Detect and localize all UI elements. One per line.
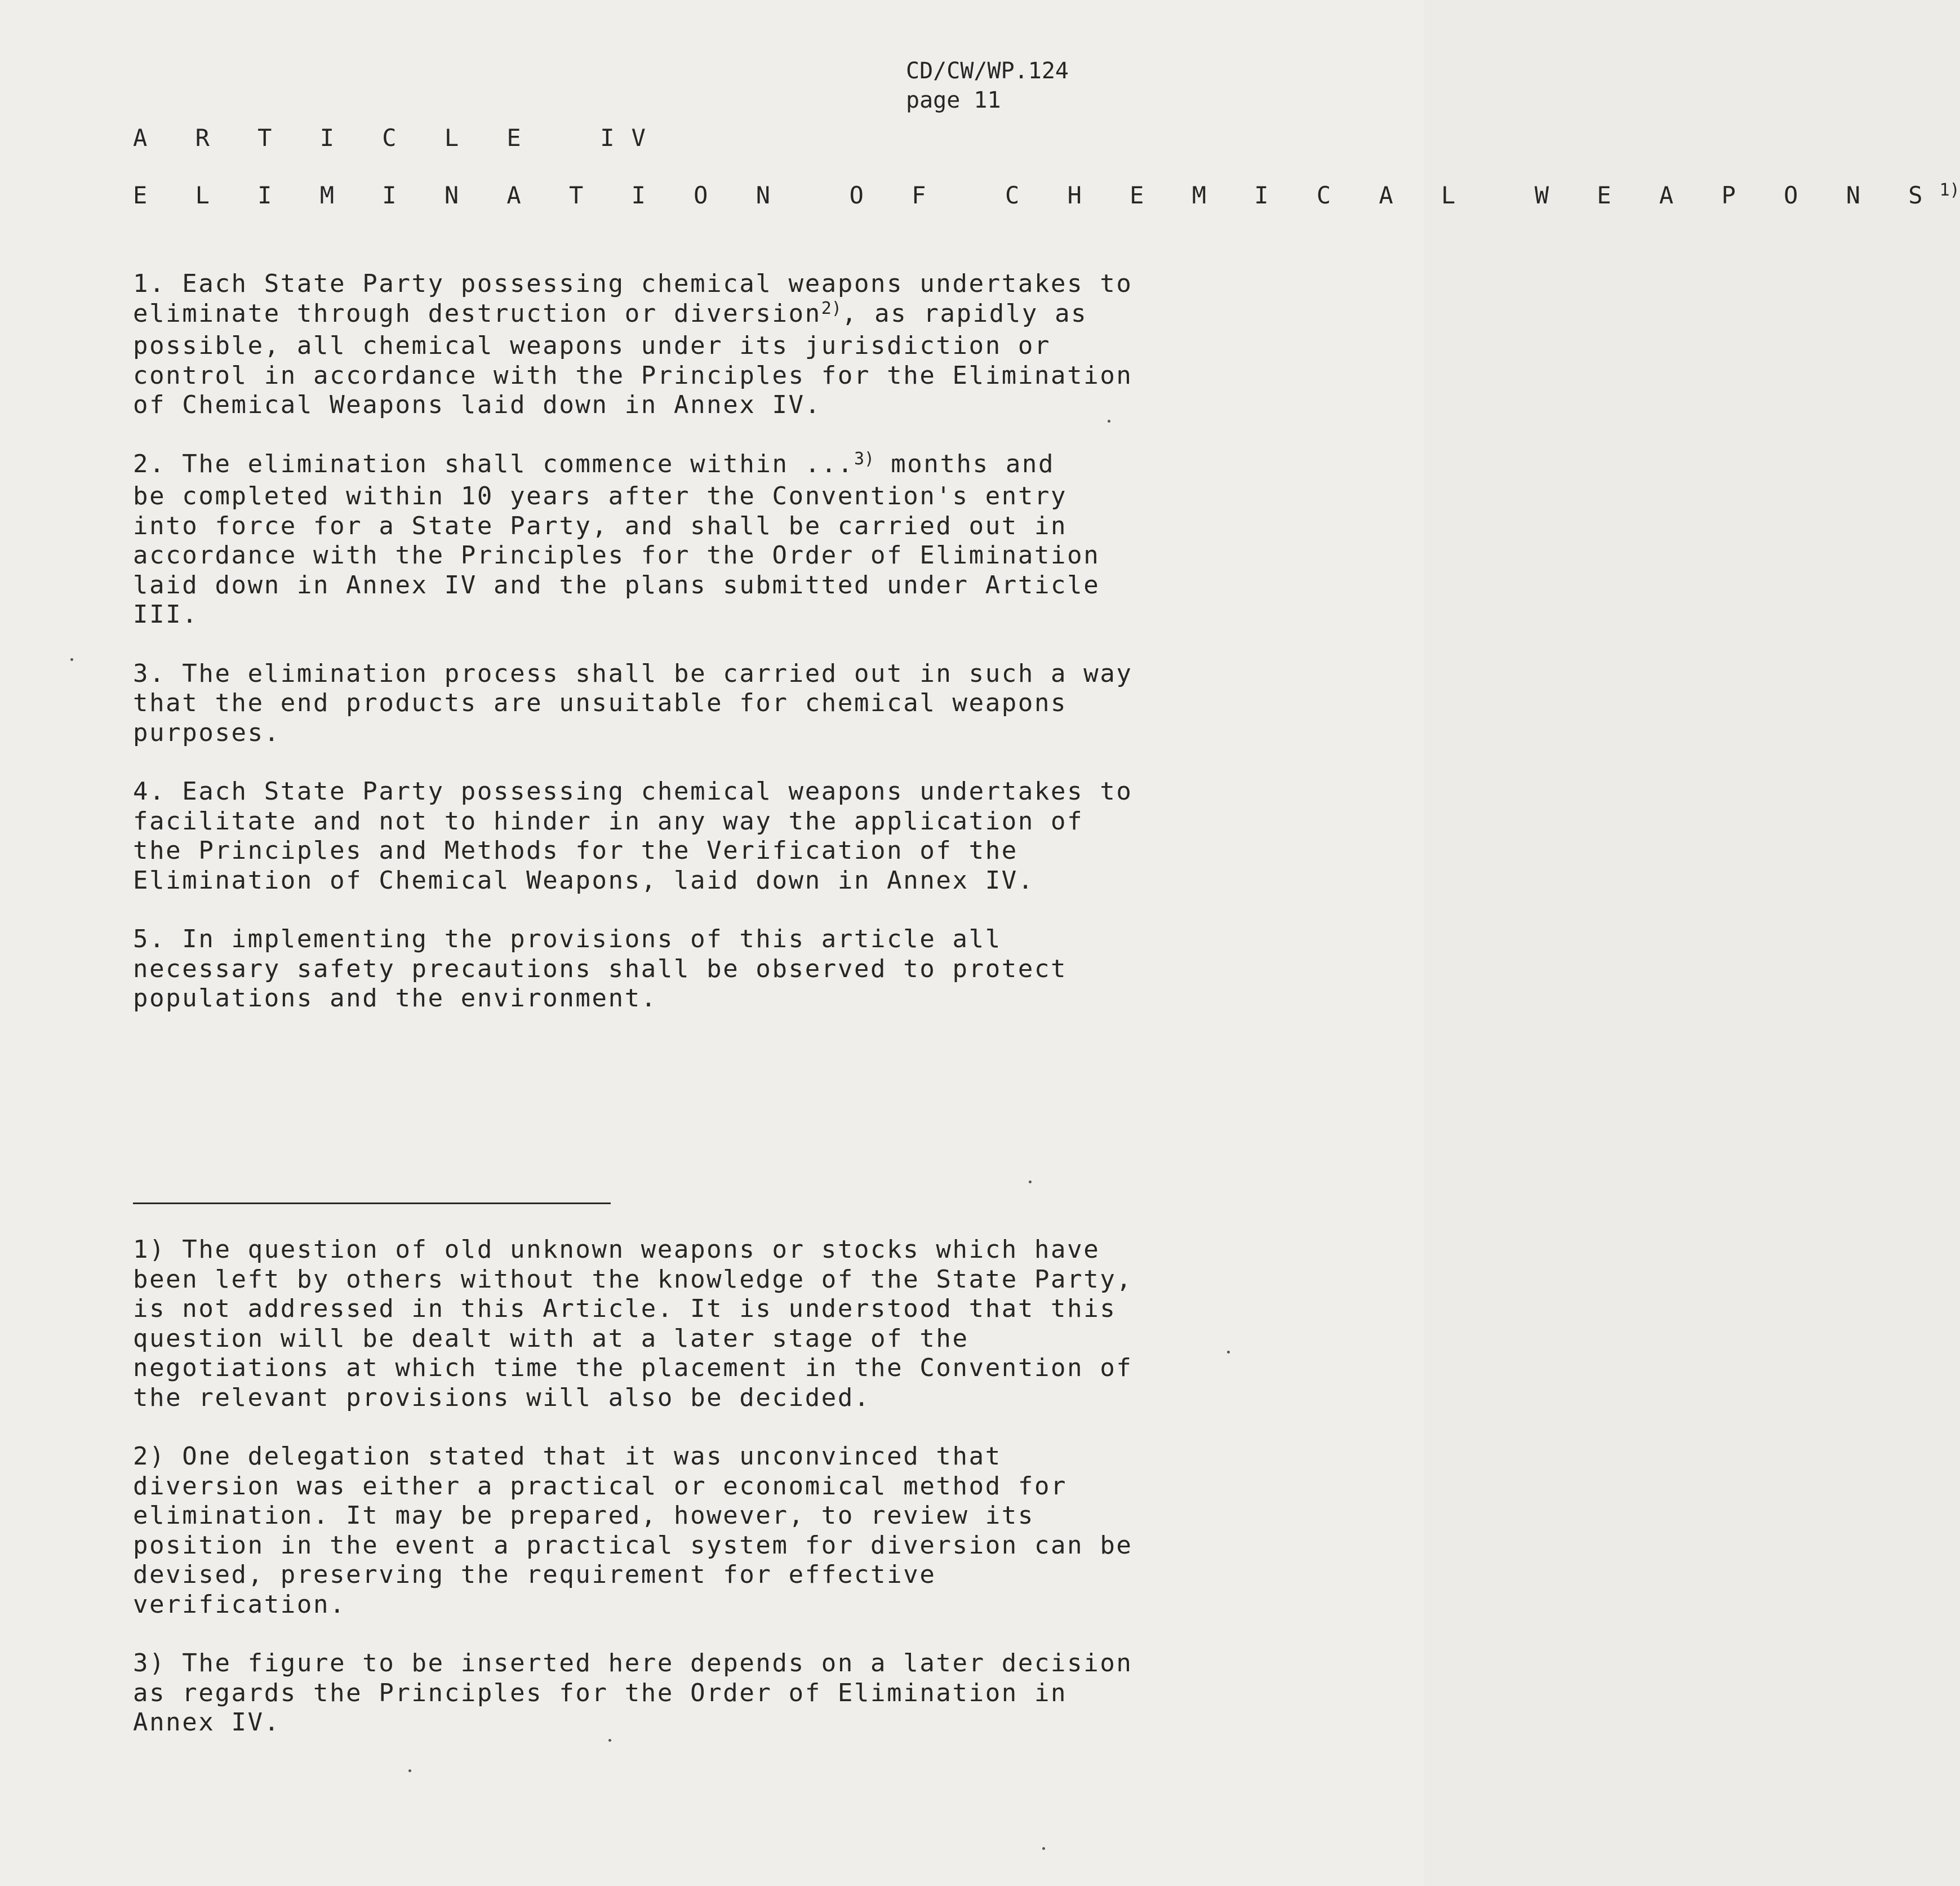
footnote-mark-2: 2) bbox=[821, 298, 842, 318]
paragraph-line-tail: , as rapidly as bbox=[841, 299, 1088, 328]
paragraph-line: into force for a State Party, and shall be carried out in bbox=[133, 511, 1068, 540]
paragraph-line: accordance with the Principles for the Order of Elimination bbox=[133, 541, 1100, 570]
footnote-line: verification. bbox=[133, 1590, 346, 1619]
paragraph-line: of Chemical Weapons laid down in Annex IV. bbox=[133, 390, 821, 419]
footnote-line: is not addressed in this Article. It is understood that this bbox=[133, 1294, 1117, 1323]
document-reference: CD/CW/WP.124 bbox=[906, 58, 1069, 84]
article-title: A R T I C L E IV bbox=[133, 124, 663, 152]
footnote-mark-3: 3) bbox=[854, 449, 875, 469]
paragraph-line: necessary safety precautions shall be observed to protect bbox=[133, 954, 1068, 983]
paragraph-line: populations and the environment. bbox=[133, 984, 657, 1013]
paragraph-line-tail: months and bbox=[874, 449, 1055, 478]
footnote-line: devised, preserving the requirement for effective bbox=[133, 1560, 936, 1589]
paragraph-line: 2. The elimination shall commence within ... bbox=[133, 449, 854, 478]
paragraph-line: III. bbox=[133, 600, 199, 629]
paragraph-line: laid down in Annex IV and the plans submitted under Article bbox=[133, 570, 1100, 600]
scan-speck bbox=[1227, 1351, 1230, 1354]
scan-speck bbox=[70, 658, 73, 661]
paragraph-line: 3. The elimination process shall be carried out in such a way bbox=[133, 659, 1133, 688]
article-heading bbox=[133, 181, 1960, 209]
scan-speck bbox=[1042, 1847, 1045, 1850]
footnote-line: 1) The question of old unknown weapons or stocks which have bbox=[133, 1235, 1100, 1264]
footnote-line: 3) The figure to be inserted here depends on a later decision bbox=[133, 1649, 1133, 1678]
document-header bbox=[906, 56, 1069, 115]
paragraph-4 bbox=[133, 777, 1260, 895]
paragraph-line: facilitate and not to hinder in any way the application of bbox=[133, 806, 1084, 836]
footnote-3 bbox=[133, 1649, 1260, 1738]
footnote-line: Annex IV. bbox=[133, 1708, 281, 1737]
page-number: page 11 bbox=[906, 87, 1001, 113]
footnote-line: position in the event a practical system for diversion can be bbox=[133, 1530, 1133, 1560]
scan-speck bbox=[608, 1739, 611, 1742]
footnote-line: 2) One delegation stated that it was unconvinced that bbox=[133, 1442, 1002, 1471]
footnote-mark-1: 1) bbox=[1939, 180, 1960, 200]
paragraph-line: that the end products are unsuitable for chemical weapons bbox=[133, 689, 1068, 717]
footnote-separator bbox=[133, 1202, 611, 1204]
article-heading-text: E L I M I N A T I O N O F C H E M I C A L W E A P O N S bbox=[133, 181, 1940, 209]
paragraph-line: purposes. bbox=[133, 718, 281, 747]
paragraph-line: 4. Each State Party possessing chemical weapons undertakes to bbox=[133, 777, 1133, 806]
scan-speck bbox=[1029, 1181, 1032, 1183]
paragraph-line: be completed within 10 years after the Convention's entry bbox=[133, 482, 1068, 511]
scan-speck bbox=[408, 1769, 411, 1772]
paragraph-line: control in accordance with the Principles for the Elimination bbox=[133, 361, 1133, 390]
footnote-1 bbox=[133, 1235, 1260, 1413]
paragraph-line: eliminate through destruction or diversion bbox=[133, 299, 821, 328]
footnote-line: elimination. It may be prepared, however, to review its bbox=[133, 1501, 1034, 1530]
footnote-line: diversion was either a practical or economical method for bbox=[133, 1471, 1068, 1501]
article-body bbox=[133, 269, 1260, 1043]
paragraph-1 bbox=[133, 269, 1260, 420]
paragraph-line: Elimination of Chemical Weapons, laid down in Annex IV. bbox=[133, 866, 1034, 895]
paragraph-line: 1. Each State Party possessing chemical weapons undertakes to bbox=[133, 269, 1133, 298]
paragraph-5 bbox=[133, 925, 1260, 1014]
scan-speck bbox=[1108, 420, 1110, 423]
footnote-line: negotiations at which time the placement in the Convention of bbox=[133, 1354, 1133, 1382]
paragraph-line: the Principles and Methods for the Verification of the bbox=[133, 836, 1018, 865]
paragraph-line: 5. In implementing the provisions of this article all bbox=[133, 925, 1002, 953]
footnote-line: as regards the Principles for the Order of Elimination in bbox=[133, 1678, 1068, 1707]
paragraph-3 bbox=[133, 659, 1260, 748]
paragraph-2 bbox=[133, 450, 1260, 630]
footnote-line: question will be dealt with at a later stage of the bbox=[133, 1324, 969, 1353]
footnote-line: been left by others without the knowledge of the State Party, bbox=[133, 1264, 1133, 1294]
paragraph-line: possible, all chemical weapons under its jurisdiction or bbox=[133, 331, 1051, 360]
footnote-2 bbox=[133, 1442, 1260, 1619]
footnote-line: the relevant provisions will also be decided. bbox=[133, 1383, 871, 1412]
footnotes bbox=[133, 1235, 1260, 1767]
